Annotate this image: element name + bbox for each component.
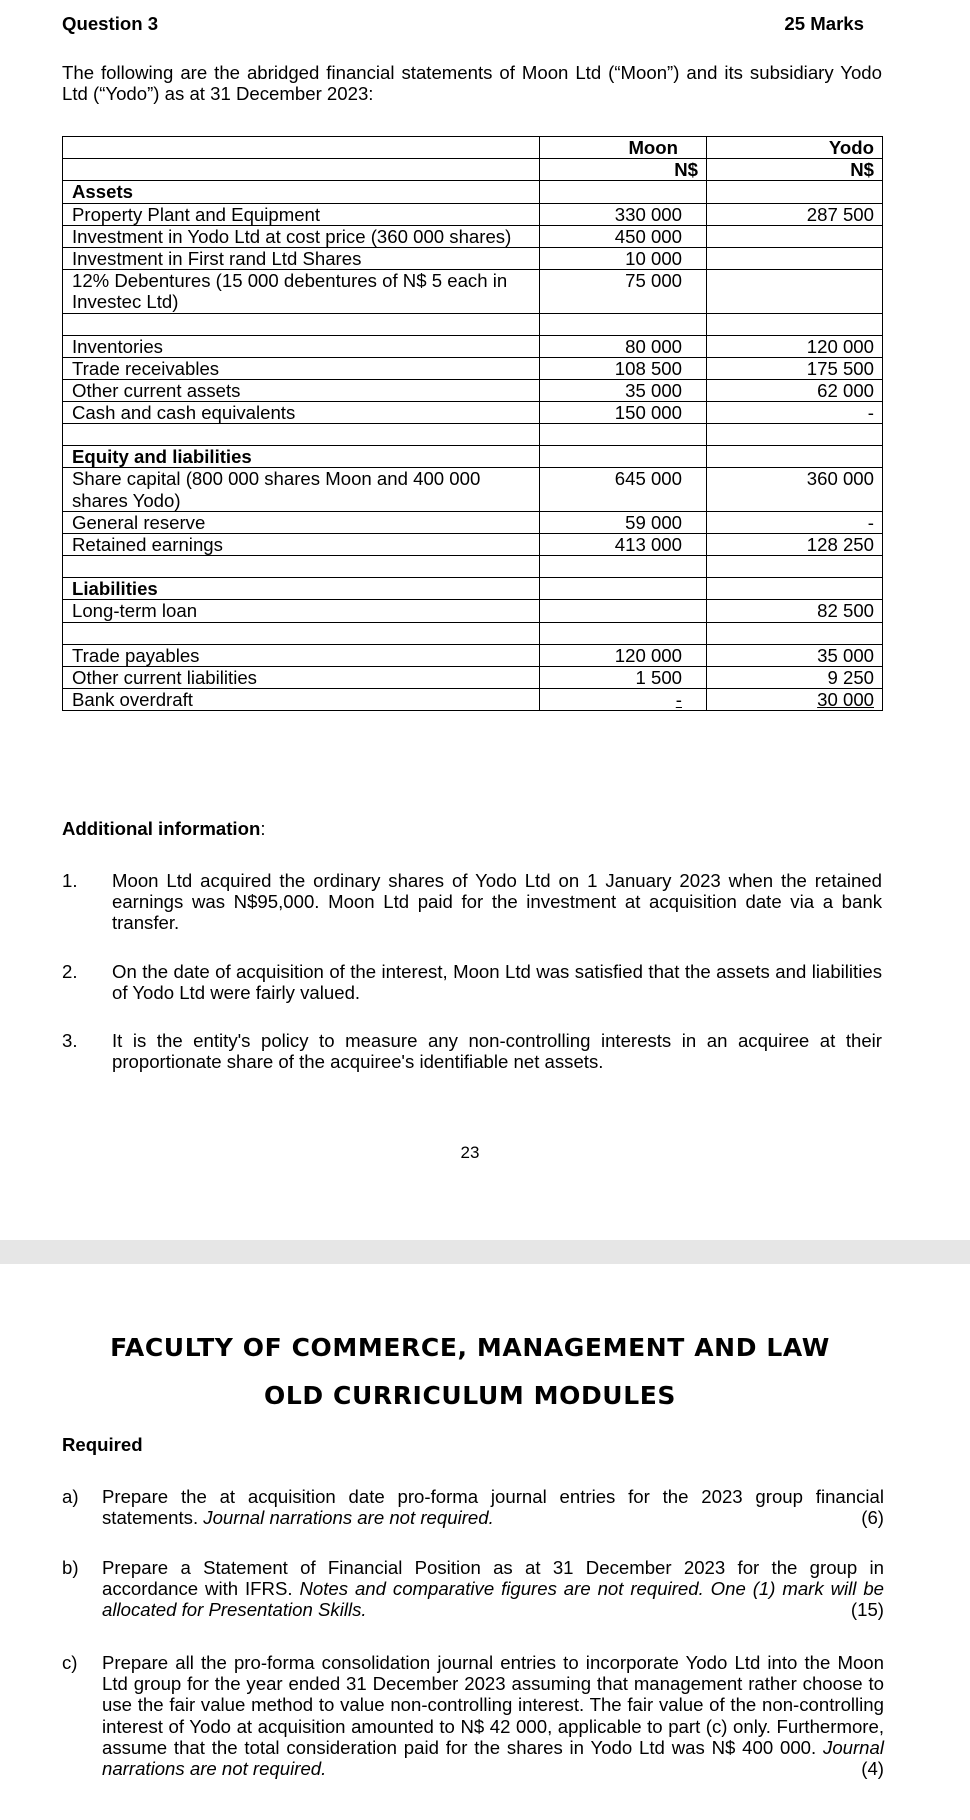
table-row bbox=[63, 666, 883, 688]
yodo-value: 30 000 bbox=[817, 688, 874, 710]
part-italic-note: Journal narrations are not required. bbox=[203, 1507, 494, 1529]
moon-value: 150 000 bbox=[614, 402, 682, 424]
table-section-heading bbox=[63, 181, 883, 203]
moon-value: 330 000 bbox=[614, 203, 682, 225]
moon-value: 75 000 bbox=[625, 270, 682, 292]
yodo-value: 360 000 bbox=[806, 468, 874, 490]
yodo-value: 287 500 bbox=[806, 203, 874, 225]
table-row bbox=[63, 600, 883, 622]
row-label: General reserve bbox=[72, 511, 206, 533]
row-label: Cash and cash equivalents bbox=[72, 402, 296, 424]
page-2 bbox=[0, 1264, 970, 1820]
additional-info-heading: Additional information: bbox=[62, 818, 266, 839]
moon-value: 35 000 bbox=[625, 379, 682, 401]
table-blank-row bbox=[63, 556, 883, 578]
table-currency-row bbox=[63, 159, 883, 181]
list-item-text: Moon Ltd acquired the ordinary shares of Yodo Ltd on 1 January 2023 when the retained earnings was N$95,000. Moon Ltd paid for the investment at acquisition date via a bank transfer. bbox=[112, 870, 882, 934]
yodo-column-header: Yodo bbox=[828, 137, 874, 158]
moon-value: 80 000 bbox=[625, 335, 682, 357]
page-separator bbox=[0, 1240, 970, 1264]
row-label: Bank overdraft bbox=[72, 688, 193, 710]
assets-heading: Assets bbox=[72, 181, 133, 203]
faculty-title: FACULTY OF COMMERCE, MANAGEMENT AND LAW bbox=[110, 1333, 830, 1362]
liabilities-heading: Liabilities bbox=[72, 578, 158, 600]
part-marks: (4) bbox=[861, 1757, 884, 1779]
required-heading: Required bbox=[62, 1434, 143, 1455]
moon-currency-header: N$ bbox=[674, 159, 698, 181]
yodo-value: 35 000 bbox=[817, 644, 874, 666]
yodo-value: 128 250 bbox=[806, 534, 874, 555]
moon-value: 450 000 bbox=[614, 225, 682, 247]
row-label: 12% Debentures (15 000 debentures of N$ 5 each in Investec Ltd) bbox=[72, 270, 508, 313]
yodo-value: - bbox=[867, 402, 874, 424]
table-row bbox=[63, 688, 883, 710]
table-row bbox=[63, 468, 883, 511]
list-item-number: 3. bbox=[62, 1030, 78, 1051]
table-blank-row bbox=[63, 313, 883, 335]
page-number: 23 bbox=[460, 1143, 480, 1162]
row-label: Trade receivables bbox=[72, 357, 220, 379]
table-header-row bbox=[63, 137, 883, 159]
part-text: Prepare a Statement of Financial Position as at 31 December 2023 for the group in accordance with IFRS. bbox=[102, 1557, 884, 1600]
yodo-value: 120 000 bbox=[806, 335, 874, 357]
intro-paragraph: The following are the abridged financial statements of Moon Ltd (“Moon”) and its subsidiary Yodo Ltd (“Yodo”) as at 31 December 2023: bbox=[62, 62, 882, 105]
financial-statements-table bbox=[62, 136, 883, 711]
yodo-value: 175 500 bbox=[806, 357, 874, 379]
table-row bbox=[63, 379, 883, 401]
moon-value: - bbox=[675, 688, 682, 710]
list-item-text: On the date of acquisition of the interest, Moon Ltd was satisfied that the assets and liabilities of Yodo Ltd were fairly valued. bbox=[112, 961, 882, 1004]
row-label: Share capital (800 000 shares Moon and 400 000 shares Yodo) bbox=[72, 468, 481, 511]
row-label: Long-term loan bbox=[72, 600, 198, 622]
row-label: Investment in First rand Ltd Shares bbox=[72, 247, 362, 269]
question-marks: 25 Marks bbox=[784, 13, 864, 34]
table-row bbox=[63, 534, 883, 556]
table-section-heading bbox=[63, 446, 883, 468]
moon-value: 1 500 bbox=[635, 666, 682, 688]
table-row bbox=[63, 335, 883, 357]
moon-value: 413 000 bbox=[614, 534, 682, 555]
table-row bbox=[63, 270, 883, 313]
table-section-heading bbox=[63, 578, 883, 600]
row-label: Trade payables bbox=[72, 644, 200, 666]
list-item-text: It is the entity's policy to measure any non-controlling interests in an acquiree at their proportionate share of the acquiree's identifiable net assets. bbox=[112, 1030, 882, 1073]
row-label: Investment in Yodo Ltd at cost price (360 000 shares) bbox=[72, 225, 512, 247]
moon-value: 108 500 bbox=[614, 357, 682, 379]
row-label: Other current assets bbox=[72, 379, 241, 401]
moon-value: 120 000 bbox=[614, 644, 682, 666]
list-item-number: 2. bbox=[62, 961, 78, 982]
table-row bbox=[63, 644, 883, 666]
table-row bbox=[63, 402, 883, 424]
table-row bbox=[63, 357, 883, 379]
part-text: Prepare the at acquisition date pro-forma journal entries for the 2023 group financial statements. bbox=[102, 1486, 884, 1529]
part-marks: (6) bbox=[861, 1507, 884, 1529]
table-blank-row bbox=[63, 622, 883, 644]
part-italic-note: Notes and comparative figures are not required. One (1) mark will be allocated for Presentation Skills. bbox=[102, 1578, 884, 1621]
question-title: Question 3 bbox=[62, 13, 159, 34]
yodo-value: 82 500 bbox=[817, 600, 874, 622]
moon-value: 59 000 bbox=[625, 511, 682, 533]
row-label: Retained earnings bbox=[72, 534, 223, 555]
table-row bbox=[63, 247, 883, 269]
table-row bbox=[63, 225, 883, 247]
row-label: Inventories bbox=[72, 335, 163, 357]
moon-value: 645 000 bbox=[614, 468, 682, 490]
yodo-value: - bbox=[867, 511, 874, 533]
part-letter: c) bbox=[62, 1652, 78, 1673]
part-text: Prepare all the pro-forma consolidation journal entries to incorporate Yodo Ltd into the Moon Ltd group for the year ended 31 December 2023 assuming that management rather choose to use the fair value method to value non-controlling interest. The fair value of the non-controlling interest of Yodo at acquisition amounted to N$ 42 000, applicable to part (c) only. Furthermore, assume that the total consideration paid for the shares in Yodo Ltd was N$ 400 000. bbox=[102, 1652, 884, 1758]
row-label: Property Plant and Equipment bbox=[72, 203, 321, 225]
equity-heading: Equity and liabilities bbox=[72, 446, 252, 468]
table-row bbox=[63, 203, 883, 225]
yodo-value: 9 250 bbox=[827, 666, 874, 688]
yodo-value: 62 000 bbox=[817, 379, 874, 401]
moon-column-header: Moon bbox=[628, 137, 678, 158]
table-blank-row bbox=[63, 424, 883, 446]
curriculum-title: OLD CURRICULUM MODULES bbox=[263, 1381, 677, 1410]
moon-value: 10 000 bbox=[625, 247, 682, 269]
question-header bbox=[62, 13, 862, 34]
part-marks: (15) bbox=[850, 1599, 884, 1621]
yodo-currency-header: N$ bbox=[850, 159, 874, 181]
part-letter: b) bbox=[62, 1557, 79, 1578]
part-letter: a) bbox=[62, 1486, 79, 1507]
list-item-number: 1. bbox=[62, 870, 78, 891]
row-label: Other current liabilities bbox=[72, 666, 257, 688]
table-row bbox=[63, 511, 883, 533]
part-italic-note: Journal narrations are not required. bbox=[102, 1736, 884, 1779]
